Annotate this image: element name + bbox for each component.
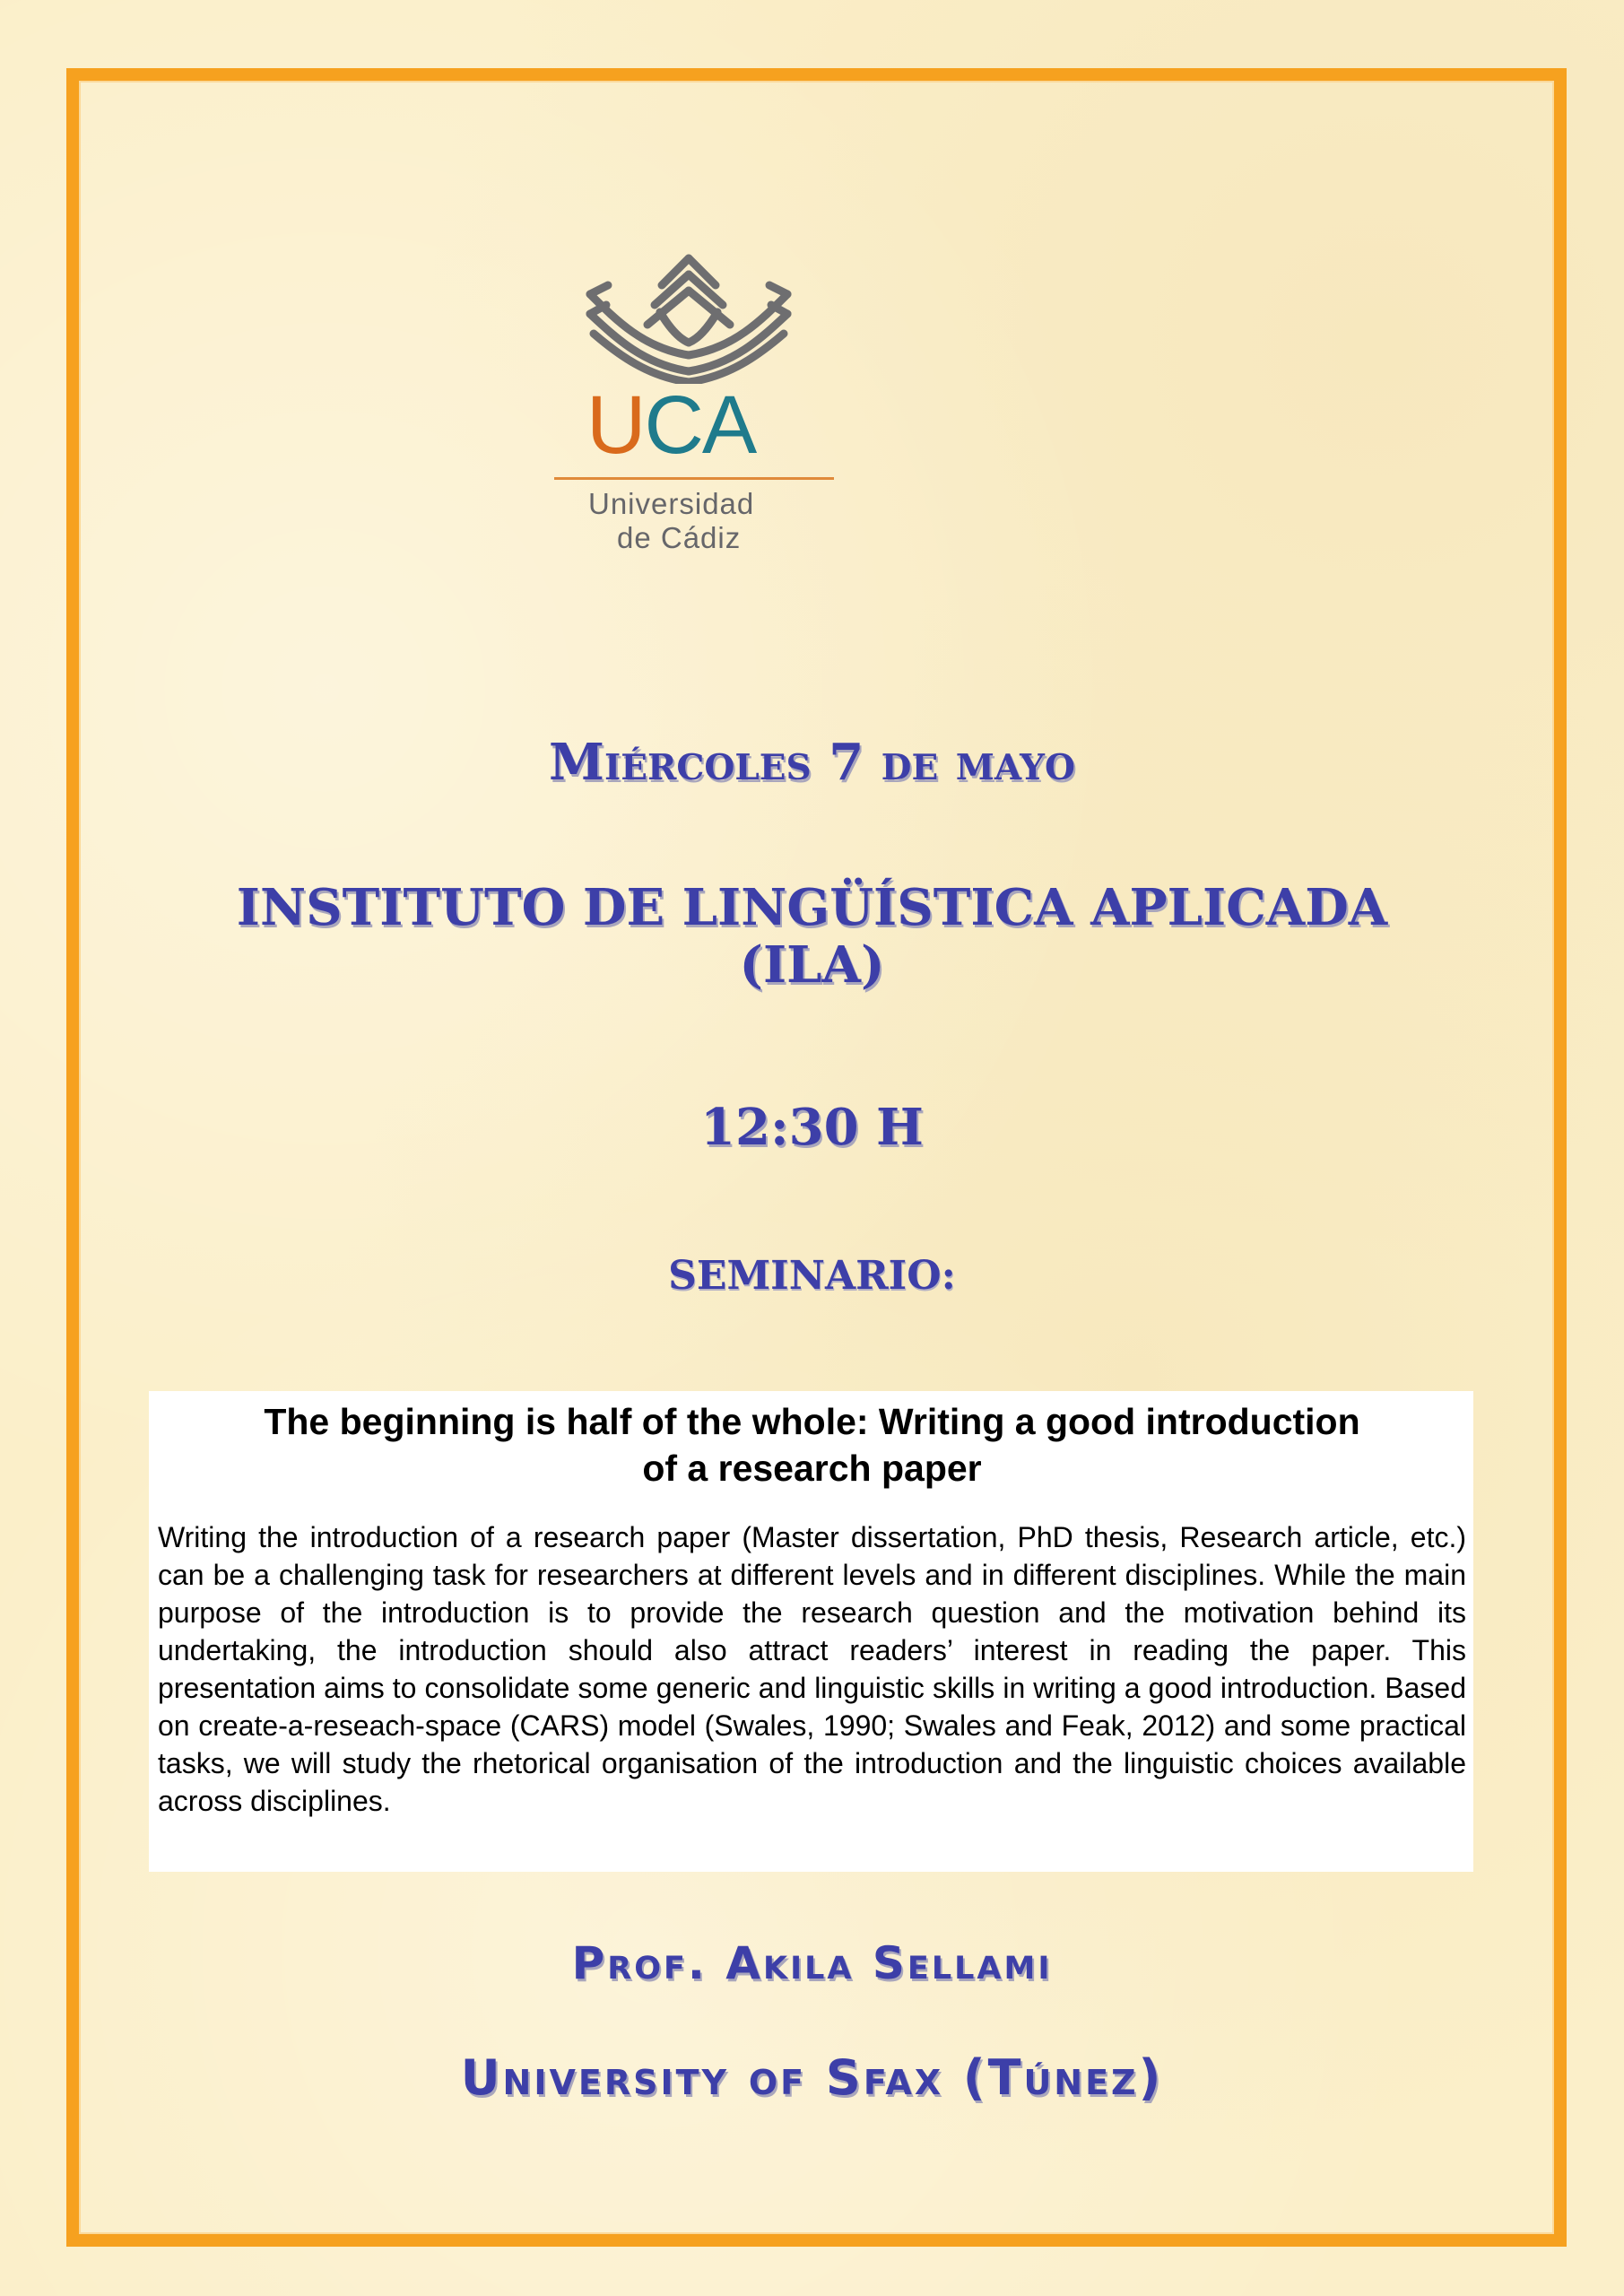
- speaker-affiliation: University of Sfax (Túnez): [460, 2049, 1164, 2106]
- uca-wordmark: [586, 379, 756, 471]
- institute-name-line2: (ILA): [739, 935, 885, 996]
- uca-logo: [554, 249, 841, 554]
- uca-wordmark-u: U: [586, 379, 645, 471]
- seminar-label: SEMINARIO:: [668, 1253, 956, 1299]
- abstract-text: Writing the introduction of a research paper (Master dissertation, PhD thesis, Research article, etc.) can be a challenging task for researchers at different levels and in different disciplines. While the main purpose of the introduction is to provide the research question and the motivation behind its undertaking, the introduction should also attract readers’ interest in reading the paper. This presentation aims to consolidate some generic and linguistic skills in writing a good introduction. Based on create-a-reseach-space (CARS) model (Swales, 1990; Swales and Feak, 2012) and some practical tasks, we will study the rhetorical organisation of the introduction and the linguistic choices available across disciplines.: [158, 1521, 1466, 1817]
- uca-wordmark-ca: CA: [644, 379, 756, 471]
- seminar-title-line1: The beginning is half of the whole: Writing a good introduction: [264, 1401, 1360, 1442]
- uca-emblem-icon: [554, 249, 841, 384]
- speaker-name: Prof. Akila Sellami: [571, 1937, 1053, 1989]
- seminar-title: [158, 1398, 1466, 1492]
- institute-name: [81, 879, 1543, 995]
- logo-divider: [554, 477, 834, 480]
- institute-name-line1: INSTITUTO DE LINGÜÍSTICA APLICADA: [236, 878, 1388, 937]
- seminar-title-line2: of a research paper: [642, 1448, 982, 1489]
- logo-university-line: Universidad: [588, 487, 755, 520]
- logo-city-line: de Cádiz: [617, 521, 742, 554]
- abstract-box: [149, 1391, 1473, 1872]
- event-date: Miércoles 7 de mayo: [549, 733, 1075, 792]
- event-time: 12:30 H: [700, 1098, 924, 1157]
